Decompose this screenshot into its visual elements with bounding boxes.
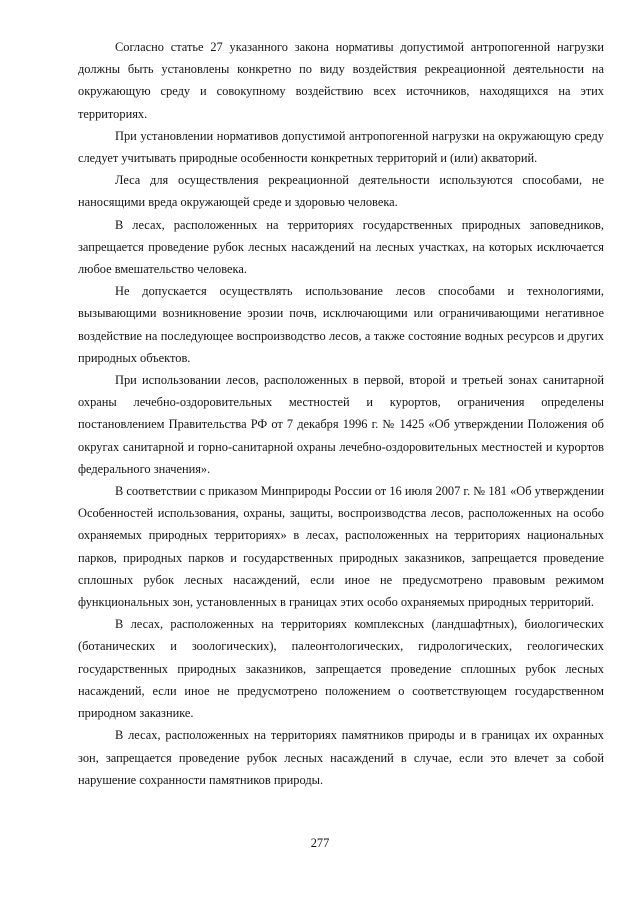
- paragraph: В соответствии с приказом Минприроды России от 16 июля 2007 г. № 181 «Об утверждении Особенностей использования, охраны, защиты, воспроизводства лесов, расположенных на особо охраняемых природных территориях» в лесах, расположенных на территориях национальных парков, природных парков и государственных природных заказников, запрещается проведение сплошных рубок лесных насаждений, если иное не предусмотрено правовым режимом функциональных зон, установленных в границах этих особо охраняемых природных территорий.: [78, 484, 604, 610]
- paragraph: При установлении нормативов допустимой антропогенной нагрузки на окружающую среду следует учитывать природные особенности конкретных территорий и (или) акваторий.: [78, 128, 604, 166]
- paragraph: В лесах, расположенных на территориях памятников природы и в границах их охранных зон, запрещается проведение рубок лесных насаждений в случае, если это влечет за собой нарушение сохранности памятников природы.: [78, 728, 604, 787]
- paragraph: Не допускается осуществлять использование лесов способами и технологиями, вызывающими возникновение эрозии почв, исключающими или ограничивающими негативное воздействие на последующее воспроизводство лесов, а также состояние водных ресурсов и других природных объектов.: [78, 284, 604, 365]
- paragraph: В лесах, расположенных на территориях государственных природных заповедников, запрещается проведение рубок лесных насаждений на лесных участках, на которых исключается любое вмешательство человека.: [78, 217, 604, 277]
- paragraph: При использовании лесов, расположенных в первой, второй и третьей зонах санитарной охраны лечебно-оздоровительных местностей и курортов, ограничения определены постановлением Правительства РФ от 7 декабря 1996 г. № 1425 «Об утверждении Положения об округах санитарной и горно-санитарной охраны лечебно-оздоровительных местностей и курортов федерального значения».: [78, 373, 604, 476]
- document-body: [78, 36, 604, 791]
- paragraph: Согласно статье 27 указанного закона нормативы допустимой антропогенной нагрузки должны быть установлены конкретно по виду воздействия рекреационной деятельности на окружающую среду и совокупному воздействию всех источников, находящихся на этих территориях.: [78, 40, 604, 121]
- paragraph: В лесах, расположенных на территориях комплексных (ландшафтных), биологических (ботанических и зоологических), палеонтологических, гидрологических, геологических государственных природных заказников, запрещается проведение сплошных рубок лесных насаждений, если иное не предусмотрено положением о соответствующем государственном природном заказнике.: [78, 617, 604, 721]
- paragraph: Леса для осуществления рекреационной деятельности используются способами, не наносящими вреда окружающей среде и здоровью человека.: [78, 173, 604, 210]
- page-number: 277: [310, 836, 330, 850]
